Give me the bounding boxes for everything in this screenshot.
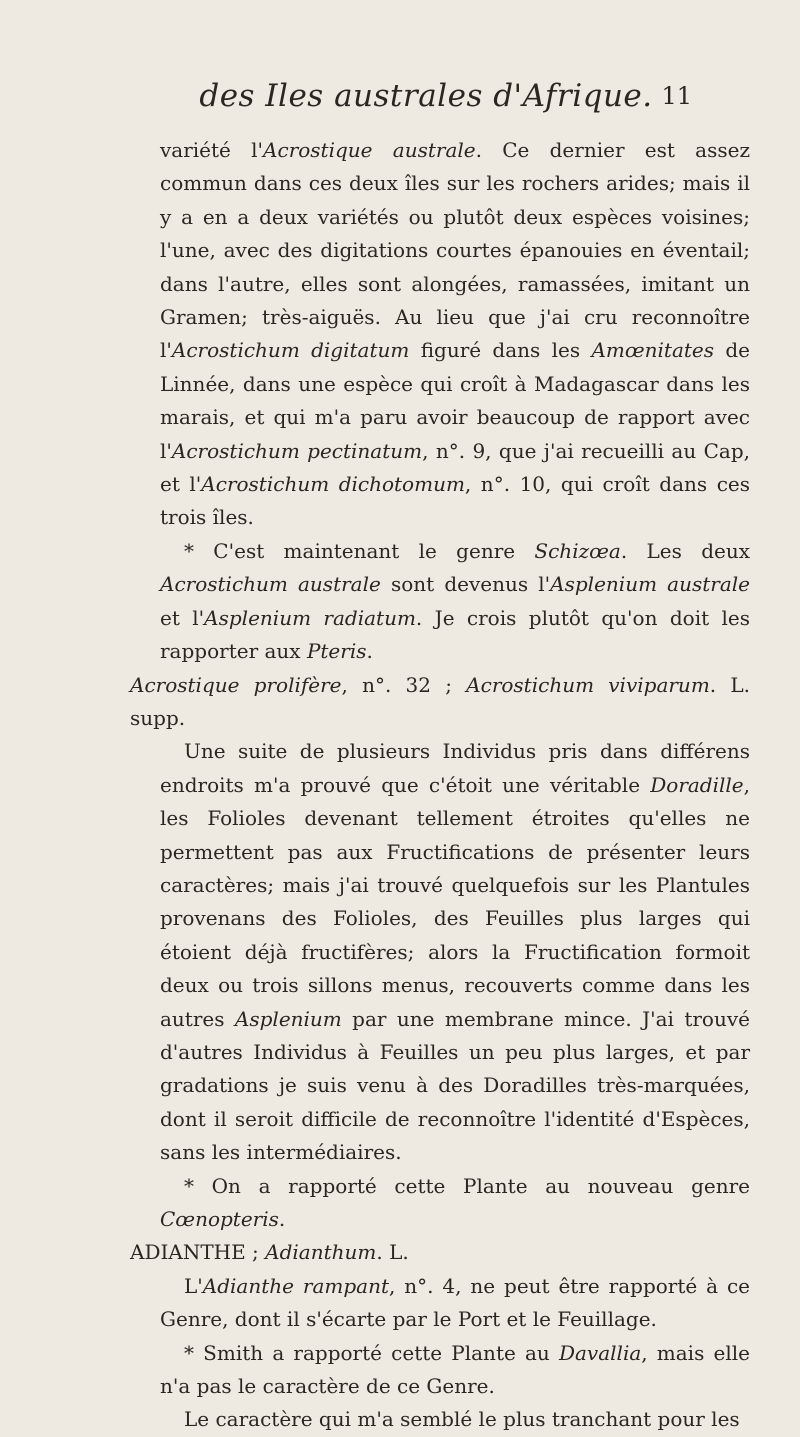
text-run: ADIANTHE ; <box>130 1240 266 1265</box>
italic-term: Asplenium radiatum <box>204 605 416 630</box>
text-run: , n°. 4, ne peut être rapporté à ce Genre, dont il s'écarte par le Port et le Feuillage. <box>160 1273 750 1332</box>
page-number: 11 <box>661 82 692 110</box>
text-run: , n°. 32 ; <box>341 672 467 697</box>
text-run: * C'est maintenant le genre <box>184 538 535 563</box>
text-run: , n°. 10, qui croît dans ces trois îles. <box>160 472 750 530</box>
italic-term: Pteris <box>306 639 367 664</box>
text-run: . L. <box>376 1240 409 1265</box>
italic-term: Doradille <box>650 772 744 797</box>
italic-term: Acrostichum viviparum <box>466 672 710 697</box>
italic-term: Schizœa <box>534 538 621 563</box>
italic-term: Acrostique australe <box>263 138 476 162</box>
text-run: variété l' <box>160 138 264 162</box>
text-run: . Je crois plutôt qu'on doit les rapporter aux <box>160 605 751 664</box>
italic-term: Acrostichum dichotomum <box>201 472 465 497</box>
body-text <box>130 134 751 1437</box>
paragraph <box>160 1170 750 1237</box>
paragraph <box>130 1236 750 1269</box>
italic-term: Amœnitates <box>591 338 715 363</box>
text-run: de Linnée, dans une espèce qui croît à Madagascar dans les marais, et qui m'a paru avoir beaucoup de rapport avec l' <box>160 338 750 463</box>
paragraph <box>130 669 750 736</box>
text-run: , les Folioles devenant tellement étroites qu'elles ne permettent pas aux Fructifications de présenter leurs caractères; mais j'ai trouvé quelquefois sur les Plantules provenans des Folioles, des Feuilles plus larges qui étoient déjà fructifères; alors la Fructification formoit deux ou trois sillons menus, recouverts comme dans les autres <box>160 772 750 1031</box>
paragraph <box>160 535 750 669</box>
italic-term: Asplenium <box>234 1006 342 1031</box>
italic-term: Acrostichum australe <box>160 572 381 597</box>
italic-term: Acrostique prolifère <box>130 672 342 697</box>
italic-term: Acrostichum pectinatum <box>171 438 423 463</box>
italic-term: Acrostichum digitatum <box>171 338 410 363</box>
italic-term: Adianthe rampant <box>202 1273 389 1298</box>
running-title: des Iles australes d'Afrique. <box>199 78 653 114</box>
page-header <box>160 78 692 122</box>
text-run: sont devenus l' <box>380 572 551 597</box>
paragraph <box>160 1403 750 1436</box>
text-run: * Smith a rapporté cette Plante au <box>184 1340 559 1365</box>
text-run: figuré dans les <box>409 338 592 363</box>
paragraph <box>160 735 750 1169</box>
text-run: L' <box>184 1273 203 1298</box>
text-run: Une suite de plusieurs Individus pris dans différens endroits m'a prouvé que c'étoit une véritable <box>160 739 750 797</box>
text-run: et l' <box>160 605 205 630</box>
text-run: * On a rapporté cette Plante au nouveau genre <box>184 1173 750 1198</box>
paragraph <box>160 1337 750 1404</box>
paragraph <box>160 134 750 535</box>
italic-term: Asplenium australe <box>550 572 750 597</box>
text-run: . Les deux <box>620 538 750 563</box>
text-run: par une membrane mince. J'ai trouvé d'autres Individus à Feuilles un peu plus larges, et par gradations je suis venu à des Doradilles très-marquées, dont il seroit difficile de reconnoître l'identité d'Espèces, sans les intermédiaires. <box>160 1006 750 1165</box>
text-run: , n°. 9, que j'ai recueilli au Cap, et l' <box>160 438 750 497</box>
italic-term: Cœnopteris <box>160 1207 279 1231</box>
text-run: Le caractère qui m'a semblé le plus tranchant pour les <box>184 1407 740 1432</box>
text-run: . <box>278 1207 286 1231</box>
text-run: . Ce dernier est assez commun dans ces deux îles sur les rochers arides; mais il y a en a deux variétés ou plutôt deux espèces voisines; l'une, avec des digitations courtes épanouies en éventail; dans l'autre, elles sont alongées, ramassées, imitant un Gramen; très-aiguës. Au lieu que j'ai cru reconnoître l' <box>160 138 750 363</box>
text-run: . <box>366 639 373 664</box>
paragraph <box>160 1270 750 1337</box>
text-run: , mais elle n'a pas le caractère de ce Genre. <box>160 1340 750 1399</box>
italic-term: Davallia <box>558 1340 642 1365</box>
text-run: . L. supp. <box>130 672 750 730</box>
italic-term: Adianthum <box>265 1240 377 1265</box>
